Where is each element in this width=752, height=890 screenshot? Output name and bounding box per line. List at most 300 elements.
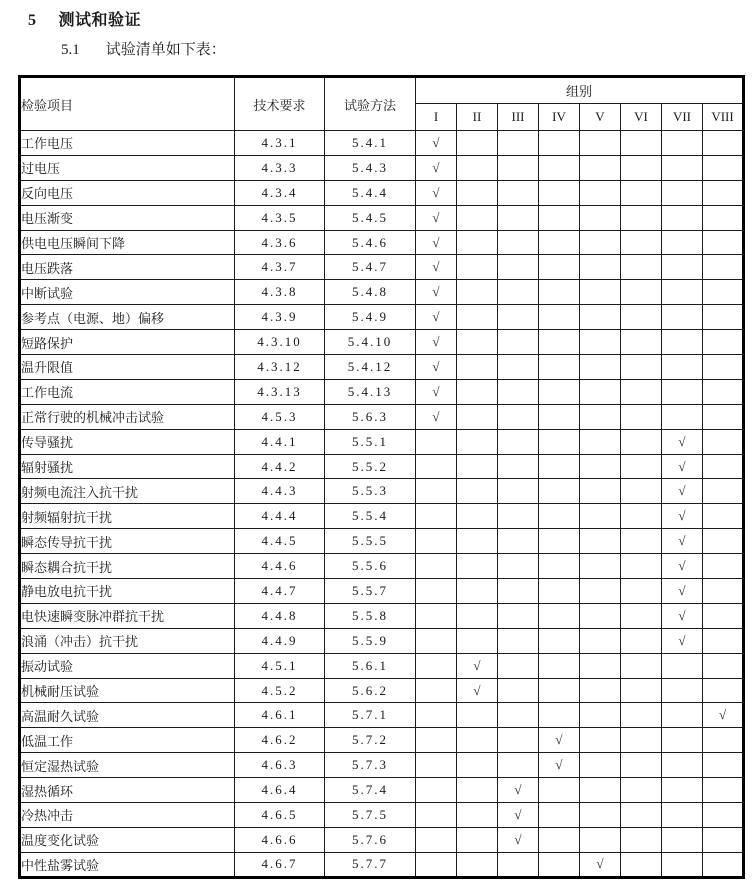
group-cell-V bbox=[580, 180, 621, 205]
group-cell-V bbox=[580, 205, 621, 230]
group-cell-III bbox=[498, 131, 539, 156]
group-cell-III bbox=[498, 230, 539, 255]
requirement-cell: 4.3.1 bbox=[235, 131, 325, 156]
group-cell-VIII bbox=[703, 579, 744, 604]
group-cell-V bbox=[580, 155, 621, 180]
method-cell: 5.5.4 bbox=[325, 504, 416, 529]
group-cell-V bbox=[580, 628, 621, 653]
group-cell-III bbox=[498, 379, 539, 404]
group-cell-IV bbox=[539, 180, 580, 205]
group-cell-II bbox=[457, 479, 498, 504]
group-cell-VI bbox=[621, 280, 662, 305]
group-cell-II bbox=[457, 728, 498, 753]
column-header-group: 组别 bbox=[416, 77, 744, 104]
group-cell-II bbox=[457, 404, 498, 429]
group-cell-IV bbox=[539, 155, 580, 180]
item-cell: 辐射骚扰 bbox=[20, 454, 235, 479]
group-cell-V bbox=[580, 554, 621, 579]
group-cell-V bbox=[580, 728, 621, 753]
group-cell-VIII bbox=[703, 404, 744, 429]
group-cell-VII bbox=[662, 778, 703, 803]
group-cell-V bbox=[580, 603, 621, 628]
group-cell-VIII bbox=[703, 379, 744, 404]
group-cell-III bbox=[498, 753, 539, 778]
group-cell-III bbox=[498, 255, 539, 280]
group-cell-VIII bbox=[703, 180, 744, 205]
group-cell-I: √ bbox=[416, 379, 457, 404]
group-cell-I bbox=[416, 603, 457, 628]
table-row bbox=[20, 728, 744, 753]
group-cell-III bbox=[498, 305, 539, 330]
group-cell-I: √ bbox=[416, 404, 457, 429]
table-row bbox=[20, 827, 744, 852]
group-cell-V bbox=[580, 305, 621, 330]
group-cell-VI bbox=[621, 379, 662, 404]
group-cell-VI bbox=[621, 803, 662, 828]
item-cell: 低温工作 bbox=[20, 728, 235, 753]
group-cell-I bbox=[416, 479, 457, 504]
group-cell-VI bbox=[621, 404, 662, 429]
requirement-cell: 4.4.9 bbox=[235, 628, 325, 653]
method-cell: 5.7.1 bbox=[325, 703, 416, 728]
item-cell: 静电放电抗干扰 bbox=[20, 579, 235, 604]
group-cell-V bbox=[580, 379, 621, 404]
group-cell-III bbox=[498, 454, 539, 479]
group-cell-II bbox=[457, 504, 498, 529]
group-cell-III bbox=[498, 180, 539, 205]
group-cell-VII bbox=[662, 753, 703, 778]
method-cell: 5.6.2 bbox=[325, 678, 416, 703]
group-cell-III: √ bbox=[498, 803, 539, 828]
group-cell-VII: √ bbox=[662, 554, 703, 579]
requirement-cell: 4.3.10 bbox=[235, 330, 325, 355]
table-row bbox=[20, 330, 744, 355]
group-cell-VIII bbox=[703, 653, 744, 678]
group-cell-VII bbox=[662, 678, 703, 703]
item-cell: 工作电压 bbox=[20, 131, 235, 156]
group-cell-VI bbox=[621, 454, 662, 479]
group-cell-V bbox=[580, 653, 621, 678]
group-cell-V: √ bbox=[580, 852, 621, 877]
item-cell: 电快速瞬变脉冲群抗干扰 bbox=[20, 603, 235, 628]
group-cell-VII bbox=[662, 330, 703, 355]
group-cell-V bbox=[580, 803, 621, 828]
group-cell-III bbox=[498, 703, 539, 728]
group-cell-I bbox=[416, 628, 457, 653]
group-cell-VI bbox=[621, 753, 662, 778]
method-cell: 5.7.4 bbox=[325, 778, 416, 803]
group-cell-II: √ bbox=[457, 678, 498, 703]
group-cell-VIII bbox=[703, 280, 744, 305]
requirement-cell: 4.3.4 bbox=[235, 180, 325, 205]
group-cell-I bbox=[416, 454, 457, 479]
group-cell-III bbox=[498, 603, 539, 628]
subsection-heading bbox=[61, 38, 226, 59]
table-row bbox=[20, 803, 744, 828]
method-cell: 5.4.3 bbox=[325, 155, 416, 180]
method-cell: 5.5.6 bbox=[325, 554, 416, 579]
group-cell-VIII bbox=[703, 230, 744, 255]
method-cell: 5.7.2 bbox=[325, 728, 416, 753]
group-header-1: I bbox=[416, 104, 457, 131]
table-row bbox=[20, 305, 744, 330]
table-row bbox=[20, 579, 744, 604]
column-header-method: 试验方法 bbox=[325, 77, 416, 131]
item-cell: 瞬态耦合抗干扰 bbox=[20, 554, 235, 579]
group-cell-I: √ bbox=[416, 255, 457, 280]
group-cell-VIII bbox=[703, 255, 744, 280]
group-cell-III bbox=[498, 155, 539, 180]
group-cell-VI bbox=[621, 653, 662, 678]
requirement-cell: 4.5.2 bbox=[235, 678, 325, 703]
group-cell-II: √ bbox=[457, 653, 498, 678]
requirement-cell: 4.6.1 bbox=[235, 703, 325, 728]
group-cell-VII bbox=[662, 205, 703, 230]
method-cell: 5.7.5 bbox=[325, 803, 416, 828]
requirement-cell: 4.6.6 bbox=[235, 827, 325, 852]
method-cell: 5.5.1 bbox=[325, 429, 416, 454]
item-cell: 正常行驶的机械冲击试验 bbox=[20, 404, 235, 429]
requirement-cell: 4.6.5 bbox=[235, 803, 325, 828]
table-row bbox=[20, 131, 744, 156]
requirement-cell: 4.6.7 bbox=[235, 852, 325, 877]
group-cell-I bbox=[416, 827, 457, 852]
group-cell-IV bbox=[539, 205, 580, 230]
group-cell-VIII bbox=[703, 852, 744, 877]
group-cell-VII: √ bbox=[662, 429, 703, 454]
group-cell-II bbox=[457, 852, 498, 877]
group-cell-II bbox=[457, 155, 498, 180]
section-heading bbox=[28, 7, 141, 30]
requirement-cell: 4.3.13 bbox=[235, 379, 325, 404]
group-cell-I: √ bbox=[416, 205, 457, 230]
group-cell-VII bbox=[662, 180, 703, 205]
group-cell-VI bbox=[621, 479, 662, 504]
group-cell-VIII bbox=[703, 728, 744, 753]
group-cell-IV bbox=[539, 827, 580, 852]
group-cell-IV bbox=[539, 529, 580, 554]
method-cell: 5.7.6 bbox=[325, 827, 416, 852]
requirement-cell: 4.5.1 bbox=[235, 653, 325, 678]
group-cell-VIII bbox=[703, 628, 744, 653]
group-cell-II bbox=[457, 230, 498, 255]
group-cell-II bbox=[457, 379, 498, 404]
group-cell-I bbox=[416, 753, 457, 778]
subsection-number: 5.1 bbox=[61, 42, 80, 58]
group-cell-VIII bbox=[703, 305, 744, 330]
group-cell-VI bbox=[621, 678, 662, 703]
group-cell-II bbox=[457, 255, 498, 280]
column-header-item: 检验项目 bbox=[20, 77, 235, 131]
group-cell-V bbox=[580, 131, 621, 156]
subsection-text: 试验清单如下表： bbox=[105, 42, 226, 58]
group-cell-VII: √ bbox=[662, 628, 703, 653]
requirement-cell: 4.4.4 bbox=[235, 504, 325, 529]
group-cell-IV bbox=[539, 603, 580, 628]
group-cell-IV bbox=[539, 429, 580, 454]
table-row bbox=[20, 230, 744, 255]
group-cell-V bbox=[580, 827, 621, 852]
group-cell-IV bbox=[539, 379, 580, 404]
group-cell-V bbox=[580, 355, 621, 380]
group-cell-IV bbox=[539, 579, 580, 604]
method-cell: 5.4.13 bbox=[325, 379, 416, 404]
group-cell-VII bbox=[662, 155, 703, 180]
group-cell-IV bbox=[539, 255, 580, 280]
group-cell-II bbox=[457, 429, 498, 454]
group-cell-VII bbox=[662, 230, 703, 255]
group-cell-III bbox=[498, 479, 539, 504]
group-cell-VI bbox=[621, 827, 662, 852]
group-cell-VI bbox=[621, 180, 662, 205]
item-cell: 供电电压瞬间下降 bbox=[20, 230, 235, 255]
table-row bbox=[20, 205, 744, 230]
group-cell-VIII bbox=[703, 678, 744, 703]
group-cell-VII bbox=[662, 803, 703, 828]
method-cell: 5.4.10 bbox=[325, 330, 416, 355]
table-row bbox=[20, 529, 744, 554]
requirement-cell: 4.6.4 bbox=[235, 778, 325, 803]
group-cell-IV bbox=[539, 404, 580, 429]
group-cell-II bbox=[457, 131, 498, 156]
requirement-cell: 4.4.6 bbox=[235, 554, 325, 579]
requirement-cell: 4.3.8 bbox=[235, 280, 325, 305]
group-cell-III bbox=[498, 205, 539, 230]
group-cell-VII: √ bbox=[662, 579, 703, 604]
group-cell-I bbox=[416, 504, 457, 529]
group-cell-IV bbox=[539, 628, 580, 653]
group-cell-IV bbox=[539, 778, 580, 803]
group-cell-III bbox=[498, 579, 539, 604]
group-cell-VI bbox=[621, 205, 662, 230]
group-cell-V bbox=[580, 454, 621, 479]
item-cell: 高温耐久试验 bbox=[20, 703, 235, 728]
item-cell: 反向电压 bbox=[20, 180, 235, 205]
method-cell: 5.4.8 bbox=[325, 280, 416, 305]
group-cell-IV bbox=[539, 678, 580, 703]
group-cell-VI bbox=[621, 230, 662, 255]
group-cell-III bbox=[498, 554, 539, 579]
group-cell-VI bbox=[621, 429, 662, 454]
requirement-cell: 4.4.2 bbox=[235, 454, 325, 479]
group-cell-VI bbox=[621, 305, 662, 330]
group-cell-III bbox=[498, 404, 539, 429]
item-cell: 电压跌落 bbox=[20, 255, 235, 280]
group-cell-VI bbox=[621, 603, 662, 628]
requirement-cell: 4.4.5 bbox=[235, 529, 325, 554]
method-cell: 5.4.4 bbox=[325, 180, 416, 205]
group-cell-VII bbox=[662, 255, 703, 280]
group-cell-VII: √ bbox=[662, 454, 703, 479]
method-cell: 5.4.9 bbox=[325, 305, 416, 330]
item-cell: 温升限值 bbox=[20, 355, 235, 380]
group-cell-VIII bbox=[703, 429, 744, 454]
test-list-table bbox=[18, 75, 745, 879]
group-cell-VI bbox=[621, 529, 662, 554]
group-cell-VII bbox=[662, 379, 703, 404]
group-cell-VI bbox=[621, 579, 662, 604]
group-cell-II bbox=[457, 703, 498, 728]
group-cell-IV bbox=[539, 852, 580, 877]
group-cell-II bbox=[457, 454, 498, 479]
group-cell-III bbox=[498, 678, 539, 703]
table-row bbox=[20, 280, 744, 305]
group-cell-II bbox=[457, 753, 498, 778]
table-row bbox=[20, 255, 744, 280]
group-cell-I bbox=[416, 678, 457, 703]
table-row bbox=[20, 454, 744, 479]
group-cell-V bbox=[580, 579, 621, 604]
item-cell: 冷热冲击 bbox=[20, 803, 235, 828]
group-cell-VIII bbox=[703, 479, 744, 504]
table-row bbox=[20, 479, 744, 504]
table-row bbox=[20, 628, 744, 653]
method-cell: 5.4.6 bbox=[325, 230, 416, 255]
group-cell-II bbox=[457, 579, 498, 604]
group-cell-I bbox=[416, 579, 457, 604]
group-cell-II bbox=[457, 554, 498, 579]
method-cell: 5.5.9 bbox=[325, 628, 416, 653]
group-cell-VIII bbox=[703, 603, 744, 628]
group-cell-II bbox=[457, 803, 498, 828]
table-row bbox=[20, 429, 744, 454]
group-cell-II bbox=[457, 330, 498, 355]
group-cell-VII bbox=[662, 653, 703, 678]
group-cell-VI bbox=[621, 355, 662, 380]
group-cell-I: √ bbox=[416, 330, 457, 355]
requirement-cell: 4.3.3 bbox=[235, 155, 325, 180]
group-cell-II bbox=[457, 205, 498, 230]
group-cell-VIII bbox=[703, 330, 744, 355]
group-header-7: VII bbox=[662, 104, 703, 131]
group-cell-I: √ bbox=[416, 155, 457, 180]
group-cell-VIII bbox=[703, 504, 744, 529]
group-cell-VIII bbox=[703, 753, 744, 778]
group-cell-V bbox=[580, 429, 621, 454]
table-row bbox=[20, 703, 744, 728]
group-cell-I: √ bbox=[416, 230, 457, 255]
table-row bbox=[20, 404, 744, 429]
group-cell-III: √ bbox=[498, 827, 539, 852]
group-cell-VI bbox=[621, 778, 662, 803]
method-cell: 5.4.5 bbox=[325, 205, 416, 230]
group-cell-VIII bbox=[703, 131, 744, 156]
method-cell: 5.6.3 bbox=[325, 404, 416, 429]
group-cell-V bbox=[580, 330, 621, 355]
group-cell-VIII bbox=[703, 155, 744, 180]
group-cell-I bbox=[416, 803, 457, 828]
table-row bbox=[20, 678, 744, 703]
method-cell: 5.4.7 bbox=[325, 255, 416, 280]
item-cell: 湿热循环 bbox=[20, 778, 235, 803]
group-cell-V bbox=[580, 230, 621, 255]
group-cell-IV bbox=[539, 479, 580, 504]
group-cell-IV bbox=[539, 803, 580, 828]
group-cell-I: √ bbox=[416, 180, 457, 205]
item-cell: 振动试验 bbox=[20, 653, 235, 678]
group-cell-II bbox=[457, 529, 498, 554]
group-cell-VI bbox=[621, 255, 662, 280]
table-row bbox=[20, 852, 744, 877]
group-cell-VIII bbox=[703, 778, 744, 803]
group-cell-III bbox=[498, 529, 539, 554]
group-cell-VII bbox=[662, 404, 703, 429]
group-cell-IV bbox=[539, 454, 580, 479]
group-cell-IV bbox=[539, 305, 580, 330]
table-row bbox=[20, 554, 744, 579]
group-cell-VIII bbox=[703, 355, 744, 380]
group-cell-IV bbox=[539, 653, 580, 678]
method-cell: 5.7.3 bbox=[325, 753, 416, 778]
group-cell-IV bbox=[539, 554, 580, 579]
group-cell-I bbox=[416, 703, 457, 728]
requirement-cell: 4.4.7 bbox=[235, 579, 325, 604]
group-cell-I bbox=[416, 529, 457, 554]
group-cell-VI bbox=[621, 330, 662, 355]
group-cell-I: √ bbox=[416, 280, 457, 305]
item-cell: 瞬态传导抗干扰 bbox=[20, 529, 235, 554]
group-cell-III bbox=[498, 280, 539, 305]
group-cell-I bbox=[416, 778, 457, 803]
item-cell: 浪涌（冲击）抗干扰 bbox=[20, 628, 235, 653]
requirement-cell: 4.6.3 bbox=[235, 753, 325, 778]
group-cell-VII bbox=[662, 131, 703, 156]
group-cell-VII: √ bbox=[662, 603, 703, 628]
group-cell-VI bbox=[621, 728, 662, 753]
method-cell: 5.5.2 bbox=[325, 454, 416, 479]
group-cell-VI bbox=[621, 703, 662, 728]
group-cell-VI bbox=[621, 852, 662, 877]
item-cell: 中断试验 bbox=[20, 280, 235, 305]
item-cell: 恒定湿热试验 bbox=[20, 753, 235, 778]
group-cell-II bbox=[457, 778, 498, 803]
group-cell-II bbox=[457, 180, 498, 205]
group-cell-IV bbox=[539, 131, 580, 156]
item-cell: 传导骚扰 bbox=[20, 429, 235, 454]
group-cell-VII bbox=[662, 728, 703, 753]
group-cell-VII: √ bbox=[662, 504, 703, 529]
group-header-4: IV bbox=[539, 104, 580, 131]
group-cell-VII: √ bbox=[662, 479, 703, 504]
method-cell: 5.5.3 bbox=[325, 479, 416, 504]
item-cell: 射频辐射抗干扰 bbox=[20, 504, 235, 529]
group-cell-VIII bbox=[703, 205, 744, 230]
requirement-cell: 4.3.6 bbox=[235, 230, 325, 255]
method-cell: 5.6.1 bbox=[325, 653, 416, 678]
group-cell-IV bbox=[539, 703, 580, 728]
group-cell-V bbox=[580, 529, 621, 554]
item-cell: 参考点（电源、地）偏移 bbox=[20, 305, 235, 330]
item-cell: 过电压 bbox=[20, 155, 235, 180]
group-cell-VII bbox=[662, 852, 703, 877]
group-cell-IV bbox=[539, 504, 580, 529]
section-number: 5 bbox=[28, 12, 37, 29]
group-cell-VIII bbox=[703, 454, 744, 479]
group-header-3: III bbox=[498, 104, 539, 131]
group-cell-III bbox=[498, 355, 539, 380]
group-cell-I bbox=[416, 653, 457, 678]
group-header-8: VIII bbox=[703, 104, 744, 131]
table-row bbox=[20, 504, 744, 529]
group-cell-VII: √ bbox=[662, 529, 703, 554]
group-cell-III bbox=[498, 330, 539, 355]
group-cell-I bbox=[416, 554, 457, 579]
group-cell-IV: √ bbox=[539, 753, 580, 778]
group-cell-VIII bbox=[703, 803, 744, 828]
method-cell: 5.4.1 bbox=[325, 131, 416, 156]
group-cell-V bbox=[580, 255, 621, 280]
group-cell-VII bbox=[662, 355, 703, 380]
